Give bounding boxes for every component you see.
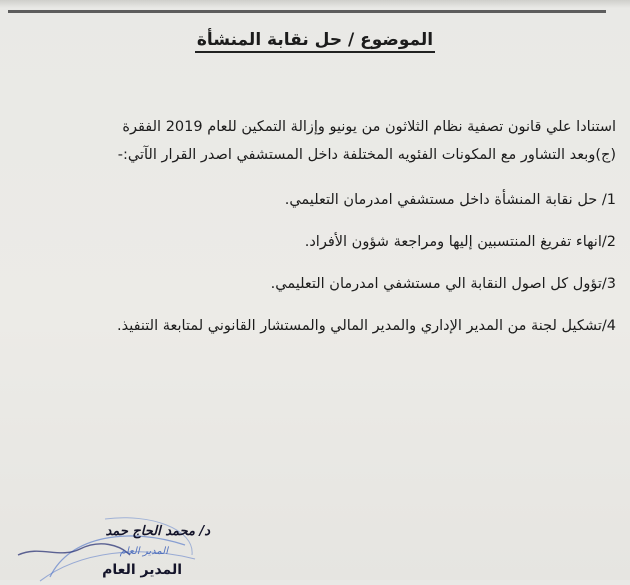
intro-paragraph [16, 113, 616, 169]
decision-item: 4/تشكيل لجنة من المدير الإداري والمدير المالي والمستشار القانوني لمتابعة التنفيذ. [117, 318, 616, 334]
intro-line: (ج)وبعد التشاور مع المكونات الفئويه المختلفة داخل المستشفي اصدر القرار الآتي:- [117, 147, 616, 163]
decision-item: 2/انهاء تفريغ المنتسبين إليها ومراجعة شؤون الأفراد. [304, 234, 616, 250]
signature-block [10, 515, 220, 585]
subject-heading-text: الموضوع / حل نقابة المنشأة [195, 30, 435, 53]
intro-line: استنادا علي قانون تصفية نظام الثلاثون من يونيو وإزالة التمكين للعام 2019 الفقرة [122, 119, 616, 135]
signatory-name: د/ محمد الحاج حمد [105, 524, 210, 539]
stamp-text: المدير العام [119, 546, 168, 557]
decision-item: 1/ حل نقابة المنشأة داخل مستشفي امدرمان التعليمي. [284, 192, 616, 208]
subject-heading [0, 30, 630, 50]
decisions-list [16, 186, 616, 354]
signatory-title: المدير العام [102, 562, 182, 578]
decision-item: 3/تؤول كل اصول النقابة الي مستشفي امدرمان التعليمي. [270, 276, 616, 292]
header-rule [8, 10, 606, 13]
page-top-edge [0, 0, 630, 8]
